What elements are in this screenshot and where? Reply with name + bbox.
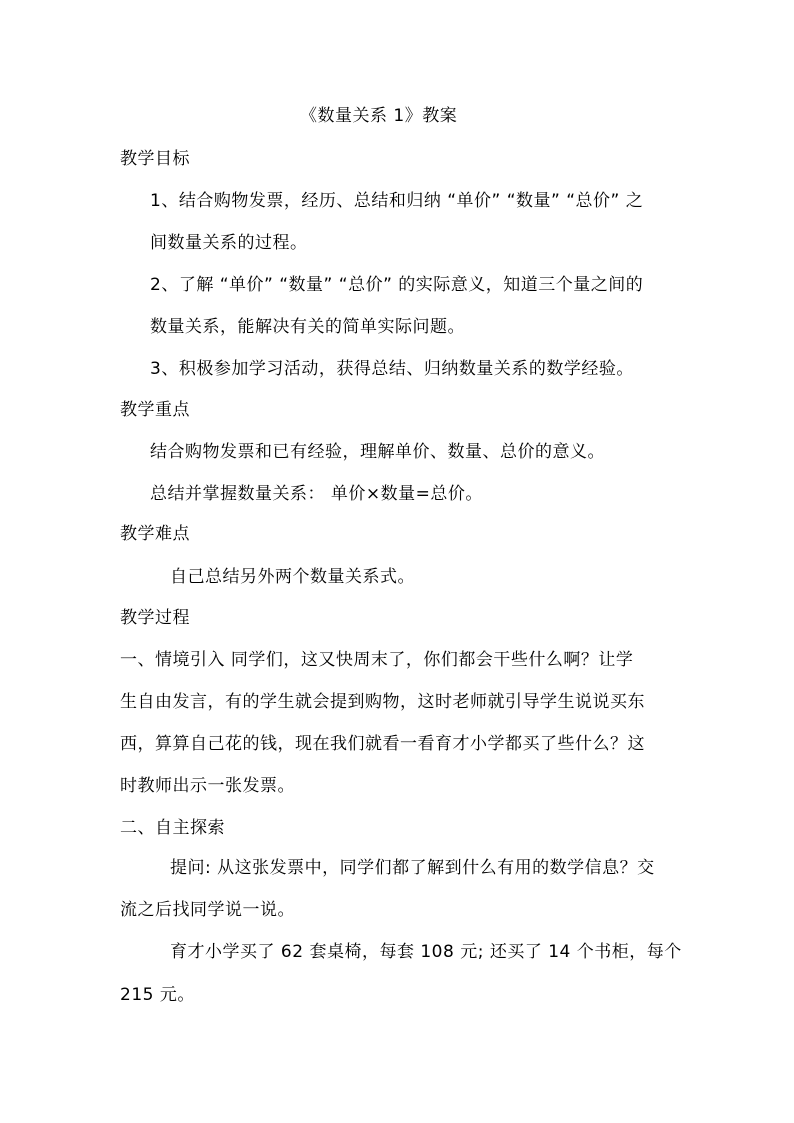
objective-line: 2、了解 “单价” “数量” “总价” 的实际意义，知道三个量之间的 [150,275,644,295]
process-line: 西，算算自己花的钱，现在我们就看一看育才小学都买了些什么？这 [120,734,645,754]
document-title: 《数量关系 1》教案 [300,106,458,126]
process-line: 时教师出示一张发票。 [120,776,295,796]
key-point-line: 总结并掌握数量关系： 单价×数量=总价。 [150,484,483,504]
difficulties-heading: 教学难点 [120,524,190,544]
difficulty-line: 自己总结另外两个数量关系式。 [170,567,415,587]
exploration-heading: 二、自主探索 [120,818,225,838]
exploration-line: 215 元。 [120,985,195,1005]
exploration-line: 流之后找同学说一说。 [120,900,295,920]
exploration-line: 育才小学买了 62 套桌椅，每套 108 元; 还买了 14 个书柜，每个 [170,942,682,962]
process-heading: 教学过程 [120,608,190,628]
objectives-heading: 教学目标 [120,149,190,169]
objective-line: 间数量关系的过程。 [150,233,308,253]
objective-line: 1、结合购物发票，经历、总结和归纳 “单价” “数量” “总价” 之 [150,191,644,211]
process-line: 生自由发言，有的学生就会提到购物，这时老师就引导学生说说买东 [120,692,645,712]
key-point-line: 结合购物发票和已有经验，理解单价、数量、总价的意义。 [150,442,605,462]
objective-line: 3、积极参加学习活动，获得总结、归纳数量关系的数学经验。 [150,359,634,379]
key-points-heading: 教学重点 [120,400,190,420]
objective-line: 数量关系，能解决有关的简单实际问题。 [150,317,465,337]
exploration-line: 提问: 从这张发票中，同学们都了解到什么有用的数学信息？交 [170,858,655,878]
process-line: 一、情境引入 同学们，这又快周末了，你们都会干些什么啊？让学 [120,650,634,670]
